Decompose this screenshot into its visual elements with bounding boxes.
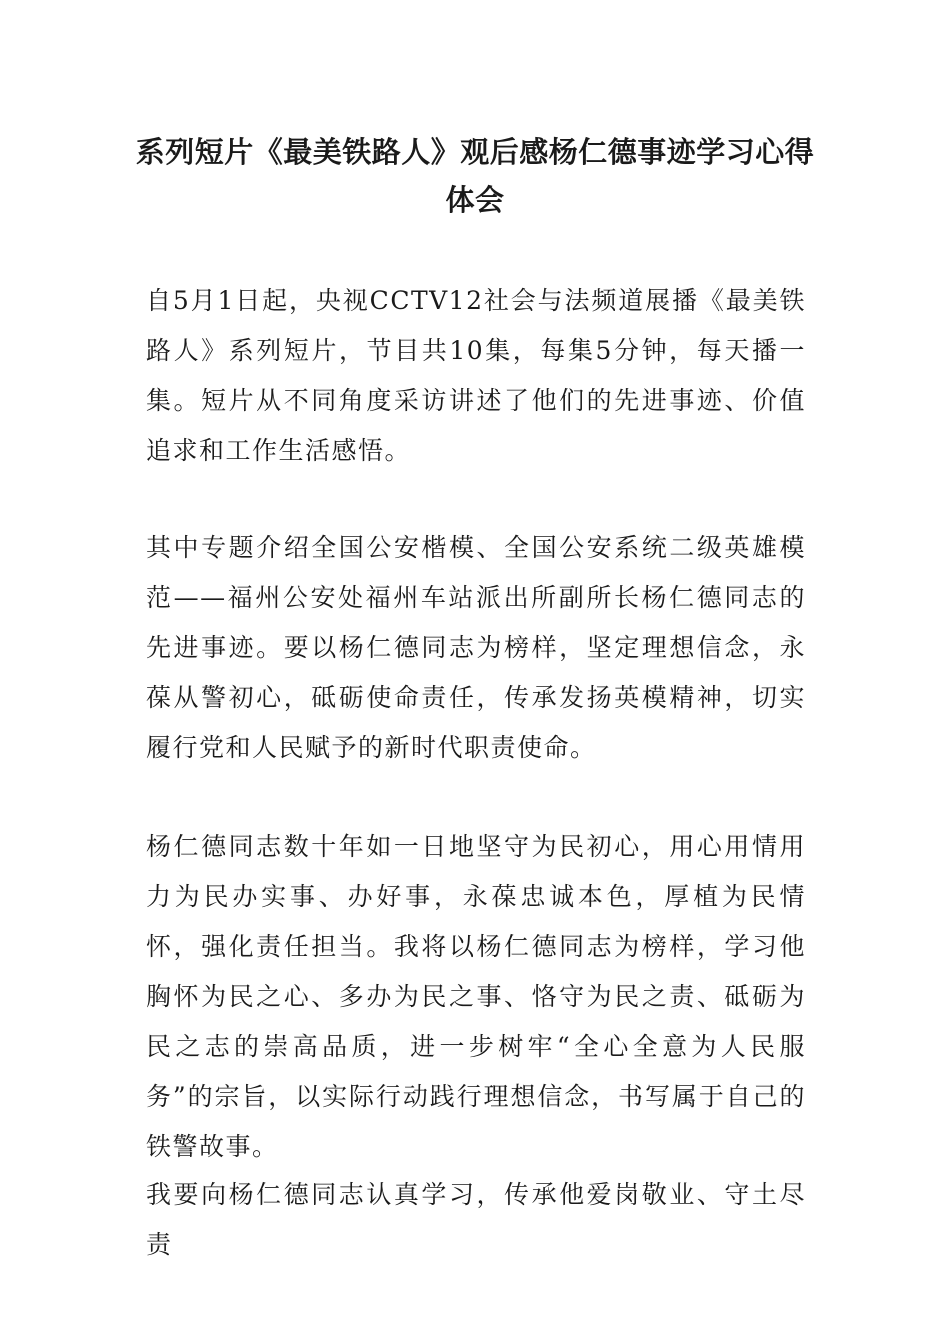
paragraph-3: 杨仁德同志数十年如一日地坚守为民初心，用心用情用力为民办实事、办好事，永葆忠诚本色，厚植为民情怀，强化责任担当。我将以杨仁德同志为榜样，学习他胸怀为民之心、多办为民之事、恪守为民之责、砥砺为民之志的崇高品质，进一步树牢“全心全意为人民服务”的宗旨，以实际行动践行理想信念，书写属于自己的铁警故事。 bbox=[146, 832, 806, 1161]
paragraph-2: 其中专题介绍全国公安楷模、全国公安系统二级英雄模范——福州公安处福州车站派出所副所长杨仁德同志的先进事迹。要以杨仁德同志为榜样，坚定理想信念，永葆从警初心，砥砺使命责任，传承发扬英模精神，切实履行党和人民赋予的新时代职责使命。 bbox=[146, 533, 806, 762]
paragraph-1: 自5月1日起，央视CCTV12社会与法频道展播《最美铁路人》系列短片，节目共10集，每集5分钟，每天播一集。短片从不同角度采访讲述了他们的先进事迹、价值追求和工作生活感悟。 bbox=[146, 286, 806, 465]
paragraph-4: 我要向杨仁德同志认真学习，传承他爱岗敬业、守土尽责 bbox=[146, 1180, 806, 1259]
document-title: 系列短片《最美铁路人》观后感杨仁德事迹学习心得体会 bbox=[135, 135, 815, 217]
